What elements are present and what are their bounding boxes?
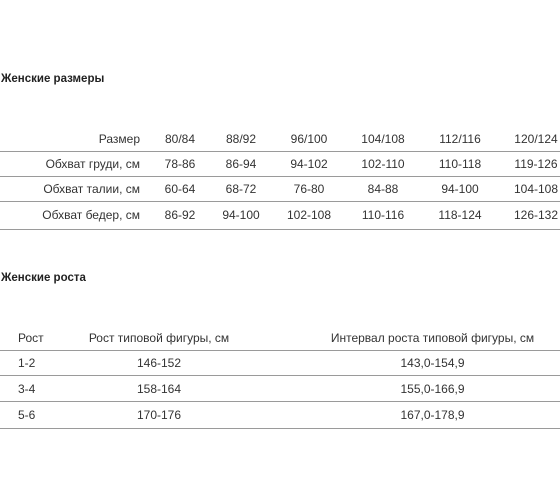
table-header-cell: Размер — [98, 132, 140, 146]
table-header-cell: 112/116 — [439, 132, 481, 146]
table-header-cell: 120/124 — [514, 132, 558, 146]
table-cell: 94-100 — [441, 182, 479, 196]
table-header-row — [0, 326, 560, 350]
table-cell: 118-124 — [438, 208, 482, 222]
table-cell: 167,0-178,9 — [400, 408, 465, 422]
section-title-sizes: Женские размеры — [1, 73, 105, 85]
table-cell: 126-132 — [513, 208, 559, 222]
table-cell: 94-102 — [290, 157, 328, 171]
table-row — [0, 377, 560, 401]
table-header-cell: Интервал роста типовой фигуры, см — [330, 331, 535, 345]
table-cell: 78-86 — [164, 157, 196, 171]
table-cell: Обхват талии, см — [43, 182, 140, 196]
table-header-cell: Рост — [18, 331, 44, 345]
table-cell: 86-92 — [164, 208, 196, 222]
table-cell: 60-64 — [164, 182, 196, 196]
table-cell: 1-2 — [18, 356, 36, 370]
table-row — [0, 403, 560, 427]
table-cell: 102-110 — [361, 157, 405, 171]
row-divider — [0, 428, 560, 429]
table-header-cell: Рост типовой фигуры, см — [88, 331, 230, 345]
section-title-heights: Женские роста — [1, 272, 86, 284]
table-cell: 3-4 — [18, 382, 36, 396]
table-cell: 155,0-166,9 — [400, 382, 465, 396]
table-cell: 158-164 — [136, 382, 182, 396]
table-cell: 86-94 — [225, 157, 257, 171]
table-row — [0, 351, 560, 375]
table-cell: 110-118 — [438, 157, 482, 171]
row-divider — [0, 229, 560, 230]
table-row — [0, 177, 560, 201]
table-cell: 102-108 — [286, 208, 332, 222]
table-header-cell: 104/108 — [361, 132, 405, 146]
table-cell: Обхват бедер, см — [42, 208, 140, 222]
table-row — [0, 152, 560, 176]
row-divider — [0, 201, 560, 202]
table-cell: 5-6 — [18, 408, 36, 422]
row-divider — [0, 401, 560, 402]
table-cell: Обхват груди, см — [45, 157, 140, 171]
table-cell: 110-116 — [361, 208, 405, 222]
table-cell: 76-80 — [293, 182, 325, 196]
table-cell: 94-100 — [222, 208, 260, 222]
table-header-cell: 80/84 — [164, 132, 196, 146]
table-cell: 119-126 — [514, 157, 558, 171]
table-cell: 68-72 — [225, 182, 257, 196]
table-cell: 146-152 — [136, 356, 182, 370]
table-cell: 104-108 — [513, 182, 559, 196]
row-divider — [0, 375, 560, 376]
table-row — [0, 203, 560, 227]
table-cell: 170-176 — [136, 408, 182, 422]
table-cell: 84-88 — [367, 182, 399, 196]
table-header-cell: 96/100 — [290, 132, 328, 146]
table-cell: 143,0-154,9 — [400, 356, 465, 370]
table-header-cell: 88/92 — [225, 132, 257, 146]
table-header-row — [0, 127, 560, 151]
